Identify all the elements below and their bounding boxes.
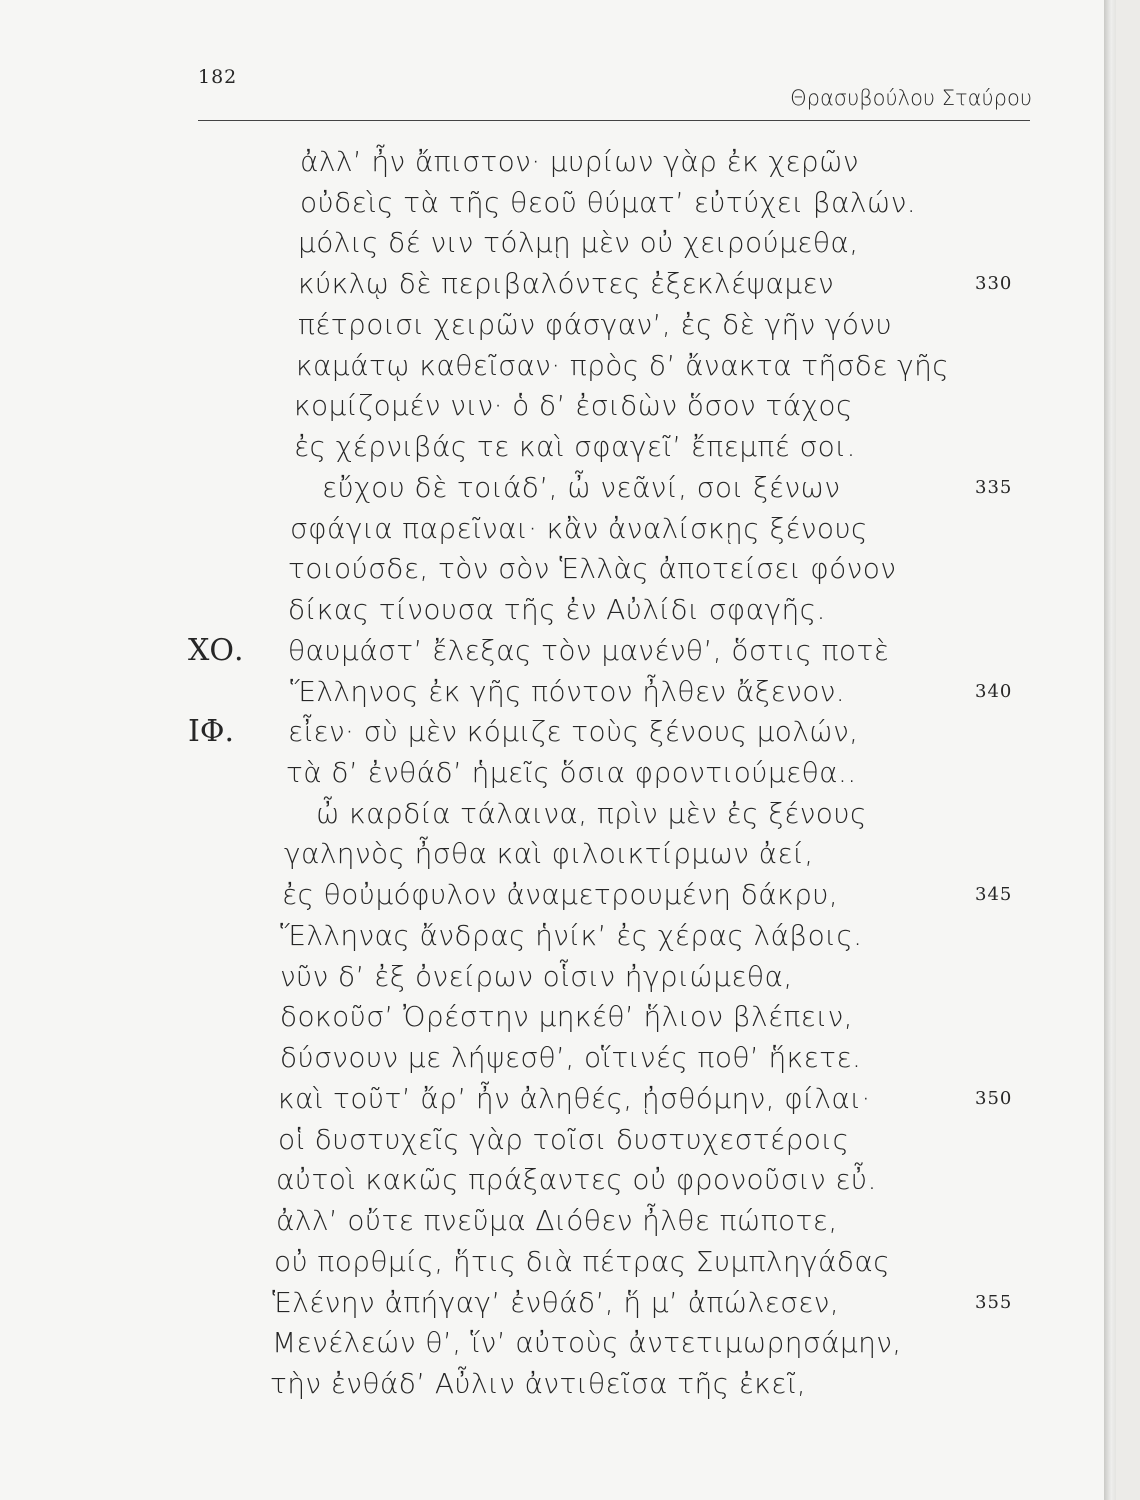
verse-line: οὐ πορθμίς, ἥτις διὰ πέτρας Συμπληγάδας — [274, 1245, 891, 1278]
verse-line: ἐς χέρνιβάς τε καὶ σφαγεῖ’ ἔπεμπέ σοι. — [294, 430, 856, 463]
verse-line: δύσνουν με λήψεσθ’, οἵτινές ποθ’ ἥκετε. — [280, 1041, 862, 1074]
line-number: 340 — [975, 681, 1013, 702]
verse-line: θαυμάστ’ ἔλεξας τὸν μανένθ’, ὅστις ποτὲ — [288, 634, 890, 667]
verse-line: δοκοῦσ’ Ὀρέστην μηκέθ’ ἥλιον βλέπειν, — [280, 1000, 853, 1033]
verse-line: δίκας τίνουσα τῆς ἐν Αὐλίδι σφαγῆς. — [288, 593, 826, 626]
verse-line: καὶ τοῦτ’ ἄρ’ ἦν ἀληθές, ᾐσθόμην, φίλαι· — [278, 1082, 871, 1115]
verse-line: πέτροισι χειρῶν φάσγαν’, ἐς δὲ γῆν γόνυ — [298, 308, 893, 341]
verse-line: σφάγια παρεῖναι· κἂν ἀναλίσκῃς ξένους — [290, 512, 868, 545]
verse-line: τὰ δ’ ἐνθάδ’ ἡμεῖς ὅσια φροντιούμεθα.. — [286, 756, 857, 789]
verse-line: οὐδεὶς τὰ τῆς θεοῦ θύματ’ εὐτύχει βαλών. — [300, 186, 917, 219]
verse-line: ὦ καρδία τάλαινα, πρὶν μὲν ἐς ξένους — [316, 797, 867, 830]
verse-line: εὔχου δὲ τοιάδ’, ὦ νεᾶνί, σοι ξένων — [322, 471, 841, 504]
line-number: 335 — [975, 477, 1013, 498]
verse-line: εἶεν· σὺ μὲν κόμιζε τοὺς ξένους μολών, — [288, 715, 859, 748]
verse-line: τοιούσδε, τὸν σὸν Ἑλλὰς ἀποτείσει φόνον — [288, 552, 897, 585]
verse-line: καμάτῳ καθεῖσαν· πρὸς δ’ ἄνακτα τῆσδε γῆς — [296, 349, 950, 382]
page-number: 182 — [198, 66, 238, 88]
speaker-label-chorus: ΧΟ. — [188, 633, 244, 668]
verse-line: ἐς θοὐμόφυλον ἀναμετρουμένη δάκρυ, — [282, 878, 839, 911]
verse-line: ἀλλ’ οὔτε πνεῦμα Διόθεν ἦλθε πώποτε, — [276, 1204, 838, 1237]
speaker-label-iphigenia: ΙΦ. — [188, 714, 234, 749]
verse-line: Ἑλένην ἀπήγαγ’ ἐνθάδ’, ἥ μ’ ἀπώλεσεν, — [272, 1286, 840, 1319]
verse-line: μόλις δέ νιν τόλμῃ μὲν οὐ χειρούμεθα, — [298, 226, 859, 259]
verse-line: Μενέλεών θ’, ἵν’ αὐτοὺς ἀντετιμωρησάμην, — [272, 1326, 902, 1359]
verse-line: ἀλλ’ ἦν ἄπιστον· μυρίων γὰρ ἐκ χερῶν — [300, 145, 859, 178]
verse-line: νῦν δ’ ἐξ ὀνείρων οἷσιν ἠγριώμεθα, — [280, 960, 793, 993]
verse-line: οἱ δυστυχεῖς γὰρ τοῖσι δυστυχεστέροις — [278, 1123, 850, 1156]
verse-line: κύκλῳ δὲ περιβαλόντες ἐξεκλέψαμεν — [298, 267, 835, 300]
verse-line: αὐτοὶ κακῶς πράξαντες οὐ φρονοῦσιν εὖ. — [276, 1163, 877, 1196]
header-rule — [198, 120, 1030, 121]
line-number: 350 — [975, 1088, 1013, 1109]
verse-line: Ἕλληνος ἐκ γῆς πόντον ἦλθεν ἄξενον. — [290, 675, 846, 708]
running-head: Θρασυβούλου Σταύρου — [790, 86, 1032, 110]
line-number: 330 — [975, 273, 1013, 294]
line-number: 345 — [975, 884, 1013, 905]
verse-line: Ἕλληνας ἄνδρας ἡνίκ’ ἐς χέρας λάβοις. — [280, 919, 863, 952]
line-number: 355 — [975, 1292, 1013, 1313]
verse-line: γαληνὸς ἦσθα καὶ φιλοικτίρμων ἀεί, — [284, 837, 814, 870]
verse-line: τὴν ἐνθάδ’ Αὖλιν ἀντιθεῖσα τῆς ἐκεῖ, — [270, 1367, 806, 1400]
verse-line: κομίζομέν νιν· ὁ δ’ ἐσιδὼν ὅσον τάχος — [294, 389, 853, 422]
